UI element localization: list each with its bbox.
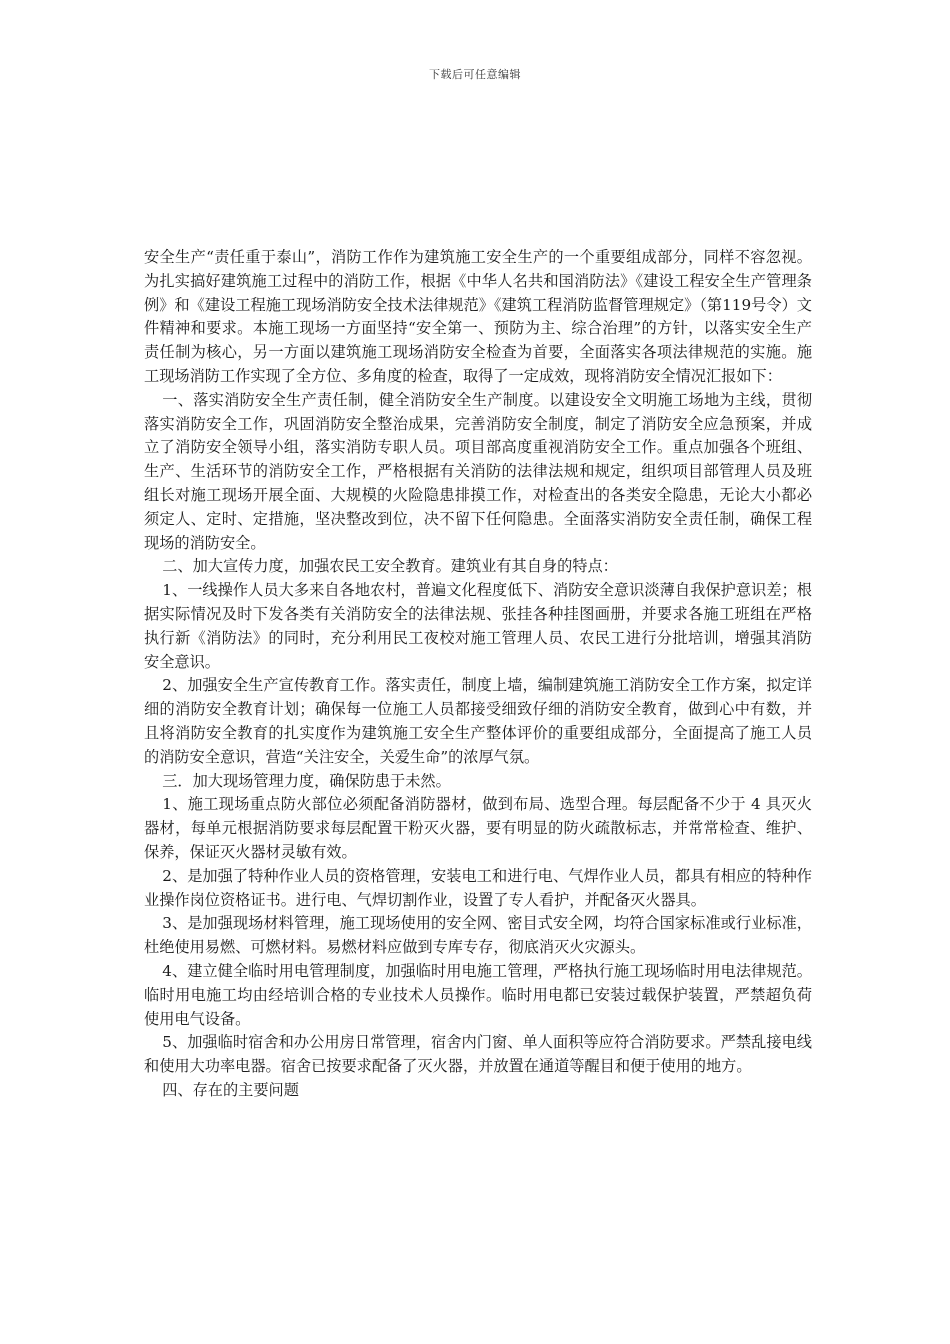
paragraph-section-3-item-2: 2、是加强了特种作业人员的资格管理，安装电工和进行电、气焊作业人员，都具有相应的特种作业操作岗位资格证书。进行电、气焊切割作业，设置了专人看护，并配备灭火器具。 <box>144 866 812 909</box>
paragraph-section-3-item-4: 4、建立健全临时用电管理制度，加强临时用电施工管理，严格执行施工现场临时用电法律规范。临时用电施工均由经培训合格的专业技术人员操作。临时用电都已安装过载保护装置，严禁超负荷使用电气设备。 <box>144 961 812 1028</box>
paragraph-section-3-heading: 三．加大现场管理力度，确保防患于未然。 <box>162 771 451 790</box>
paragraph-section-1: 一、落实消防安全生产责任制，健全消防安全生产制度。以建设安全文明施工场地为主线，贯彻落实消防安全工作，巩固消防安全整治成果，完善消防安全制度，制定了消防安全应急预案，并成立了消防安全领导小组，落实消防专职人员。项目部高度重视消防安全工作。重点加强各个班组、生产、生活环节的消防安全工作，严格根据有关消防的法律法规和规定，组织项目部管理人员及班组长对施工现场开展全面、大规模的火险隐患排摸工作，对检查出的各类安全隐患，无论大小都必须定人、定时、定措施，坚决整改到位，决不留下任何隐患。全面落实消防安全责任制，确保工程现场的消防安全。 <box>144 390 812 552</box>
paragraph-section-3-item-1: 1、施工现场重点防火部位必须配备消防器材，做到布局、选型合理。每层配备不少于 4 具灭火器材，每单元根据消防要求每层配置干粉灭火器，要有明显的防火疏散标志，并常常检查、维护、保养，保证灭火器材灵敏有效。 <box>144 795 812 861</box>
paragraph-section-3-item-3: 3、是加强现场材料管理，施工现场使用的安全网、密目式安全网，均符合国家标准或行业标准，杜绝使用易燃、可燃材料。易燃材料应做到专库专存，彻底消灭火灾源头。 <box>144 914 812 957</box>
paragraph-section-3-item-5: 5、加强临时宿舍和办公用房日常管理，宿舍内门窗、单人面积等应符合消防要求。严禁乱接电线和使用大功率电器。宿舍已按要求配备了灭火器，并放置在通道等醒目和便于使用的地方。 <box>144 1033 812 1076</box>
paragraph-section-2-item-2: 2、加强安全生产宣传教育工作。落实责任，制度上墙，编制建筑施工消防安全工作方案，拟定详细的消防安全教育计划；确保每一位施工人员都接受细致仔细的消防安全教育，做到心中有数，并且将消防安全教育的扎实度作为建筑施工安全生产整体评价的重要组成部分，全面提高了施工人员的消防安全意识，营造“关注安全，关爱生命”的浓厚气氛。 <box>144 676 812 766</box>
paragraph-section-2-heading: 二、加大宣传力度，加强农民工安全教育。建筑业有其自身的特点： <box>162 557 618 576</box>
paragraph-section-4-heading: 四、存在的主要问题 <box>162 1080 299 1099</box>
paragraph-intro: 安全生产“责任重于泰山”，消防工作作为建筑施工安全生产的一个重要组成部分，同样不容忽视。为扎实搞好建筑施工过程中的消防工作，根据《中华人名共和国消防法》《建设工程安全生产管理条例》和《建设工程施工现场消防安全技术法律规范》《建筑工程消防监督管理规定》（第119号令）文件精神和要求。本施工现场一方面坚持“安全第一、预防为主、综合治理”的方针，以落实安全生产责任制为核心，另一方面以建筑施工现场消防安全检查为首要，全面落实各项法律规范的实施。施工现场消防工作实现了全方位、多角度的检查，取得了一定成效，现将消防安全情况汇报如下： <box>144 248 812 385</box>
paragraph-section-2-item-1: 1、一线操作人员大多来自各地农村，普遍文化程度低下、消防安全意识淡薄自我保护意识差；根据实际情况及时下发各类有关消防安全的法律法规、张挂各种挂图画册，并要求各施工班组在严格执行新《消防法》的同时，充分利用民工夜校对施工管理人员、农民工进行分批培训，增强其消防安全意识。 <box>144 581 812 671</box>
header-note: 下载后可任意编辑 <box>429 68 521 81</box>
document-body <box>144 246 812 1103</box>
